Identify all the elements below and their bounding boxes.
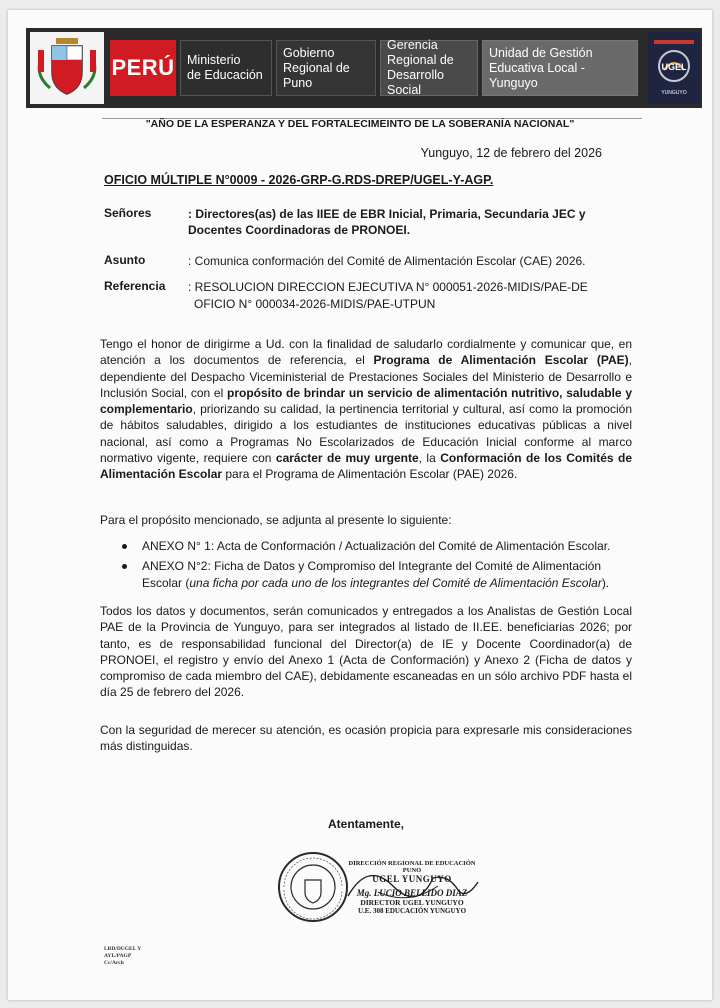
place-date: Yunguyo, 12 de febrero del 2026 [420, 146, 602, 160]
document-page [8, 10, 712, 1000]
signatory-name: Mg. LUCIO BELLIDO DIAZ [356, 888, 468, 898]
year-motto: "AÑO DE LA ESPERANZA Y DEL FORTALECIMEINTO DE LA SOBERANÍA NACIONAL" [145, 118, 575, 130]
senores-value: : Directores(as) de las IIEE de EBR Inicial, Primaria, Secundaria JEC y Docentes Coordinadoras de PRONOEI. [188, 207, 586, 237]
annex-item-2: ANEXO N°2: Ficha de Datos y Compromiso del Integrante del Comité de Alimentación Escolar (una ficha por cada uno de los integrantes del Comité de Alimentación Escolar). [120, 558, 632, 591]
ugel-unit-label: Unidad de Gestión Educativa Local - Yunguyo [482, 40, 638, 96]
referencia-label: Referencia [104, 279, 166, 293]
signature-block [342, 860, 482, 915]
annex-list [120, 538, 632, 595]
asunto-value: : Comunica conformación del Comité de Alimentación Escolar (CAE) 2026. [188, 254, 586, 268]
regional-government-label: Gobierno Regional de Puno [276, 40, 376, 96]
ugel-logo-subtext: YUNGUYO [661, 90, 687, 96]
senores-label: Señores [104, 206, 152, 220]
body-paragraph-2: Para el propósito mencionado, se adjunta al presente lo siguiente: [100, 513, 452, 527]
reference-initials: LBD/DUGEL Y AYL/PAGP Cc/Arch [104, 946, 142, 966]
asunto-label: Asunto [104, 253, 146, 267]
closing-salutation: Atentamente, [328, 817, 405, 831]
signatory-title: DIRECTOR UGEL YUNGUYO [360, 898, 464, 907]
body-paragraph-3: Todos los datos y documentos, serán comunicados y entregados a los Analistas de Gestión Local PAE de la Provincia de Yunguyo, para ser integrados al listado de II.EE. beneficiarias 2026; por tanto, es de responsabilidad funcional del Director(a) de IE y Docente Coordinador(a) de PRONOEI, el registro y envío del Anexo 1 (Acta de Conformación) y Anexo 2 (Ficha de datos y compromiso de cada miembro del CAE), debidamente escaneadas en un sólo archivo PDF hasta el día 25 de febrero del 2026. [100, 604, 632, 700]
signature-ugel: UGEL YUNGUYO [372, 874, 452, 884]
referencia-value-2: OFICIO N° 000034-2026-MIDIS/PAE-UTPUN [194, 297, 436, 311]
ugel-logo-text: UGEL [661, 62, 687, 72]
peru-label: PERÚ [110, 40, 176, 96]
referencia-value-1: : RESOLUCION DIRECCION EJECUTIVA N° 000051-2026-MIDIS/PAE-DE [188, 280, 588, 294]
signatory-unit: U.E. 308 EDUCACIÓN YUNGUYO [357, 907, 467, 915]
bullet-icon [122, 544, 127, 549]
ministry-label: Ministerio de Educación [180, 40, 272, 96]
signature-directorate: DIRECCIÓN REGIONAL DE EDUCACIÓN PUNO [348, 860, 476, 874]
bullet-icon [122, 564, 127, 569]
ugel-logo-icon [648, 32, 700, 104]
body-paragraph-4: Con la seguridad de merecer su atención, es ocasión propicia para expresarle mis consideraciones más distinguidas. [100, 723, 632, 754]
oficio-number: OFICIO MÚLTIPLE N°0009 - 2026-GRP-G.RDS-DREP/UGEL-Y-AGP. [104, 173, 494, 187]
annex-item-1: ANEXO N° 1: Acta de Conformación / Actualización del Comité de Alimentación Escolar. [120, 538, 632, 554]
body-paragraph-1: Tengo el honor de dirigirme a Ud. con la finalidad de saludarlo cordialmente y comunicar que, en atención a los documentos de referencia, el Programa de Alimentación Escolar (PAE), dependiente del Despacho Viceministerial de Prestaciones Sociales del Ministerio de Desarrollo e Inclusión Social, con el propósito de brindar un servicio de alimentación nutritivo, saludable y complementario, priorizando su calidad, la pertinencia territorial y cultural, así como la promoción de hábitos saludables, dirigido a los estudiantes de instituciones educativas públicas a nivel nacional, así como a Programas No Escolarizados de Educación Inicial conforme al marco normativo vigente, requiere con carácter de muy urgente, la Conformación de los Comités de Alimentación Escolar para el Programa de Alimentación Escolar (PAE) 2026. [100, 337, 633, 482]
letterhead [26, 28, 702, 108]
social-development-management-label: Gerencia Regional de Desarrollo Social [380, 40, 478, 96]
national-coat-of-arms-icon [30, 32, 104, 104]
